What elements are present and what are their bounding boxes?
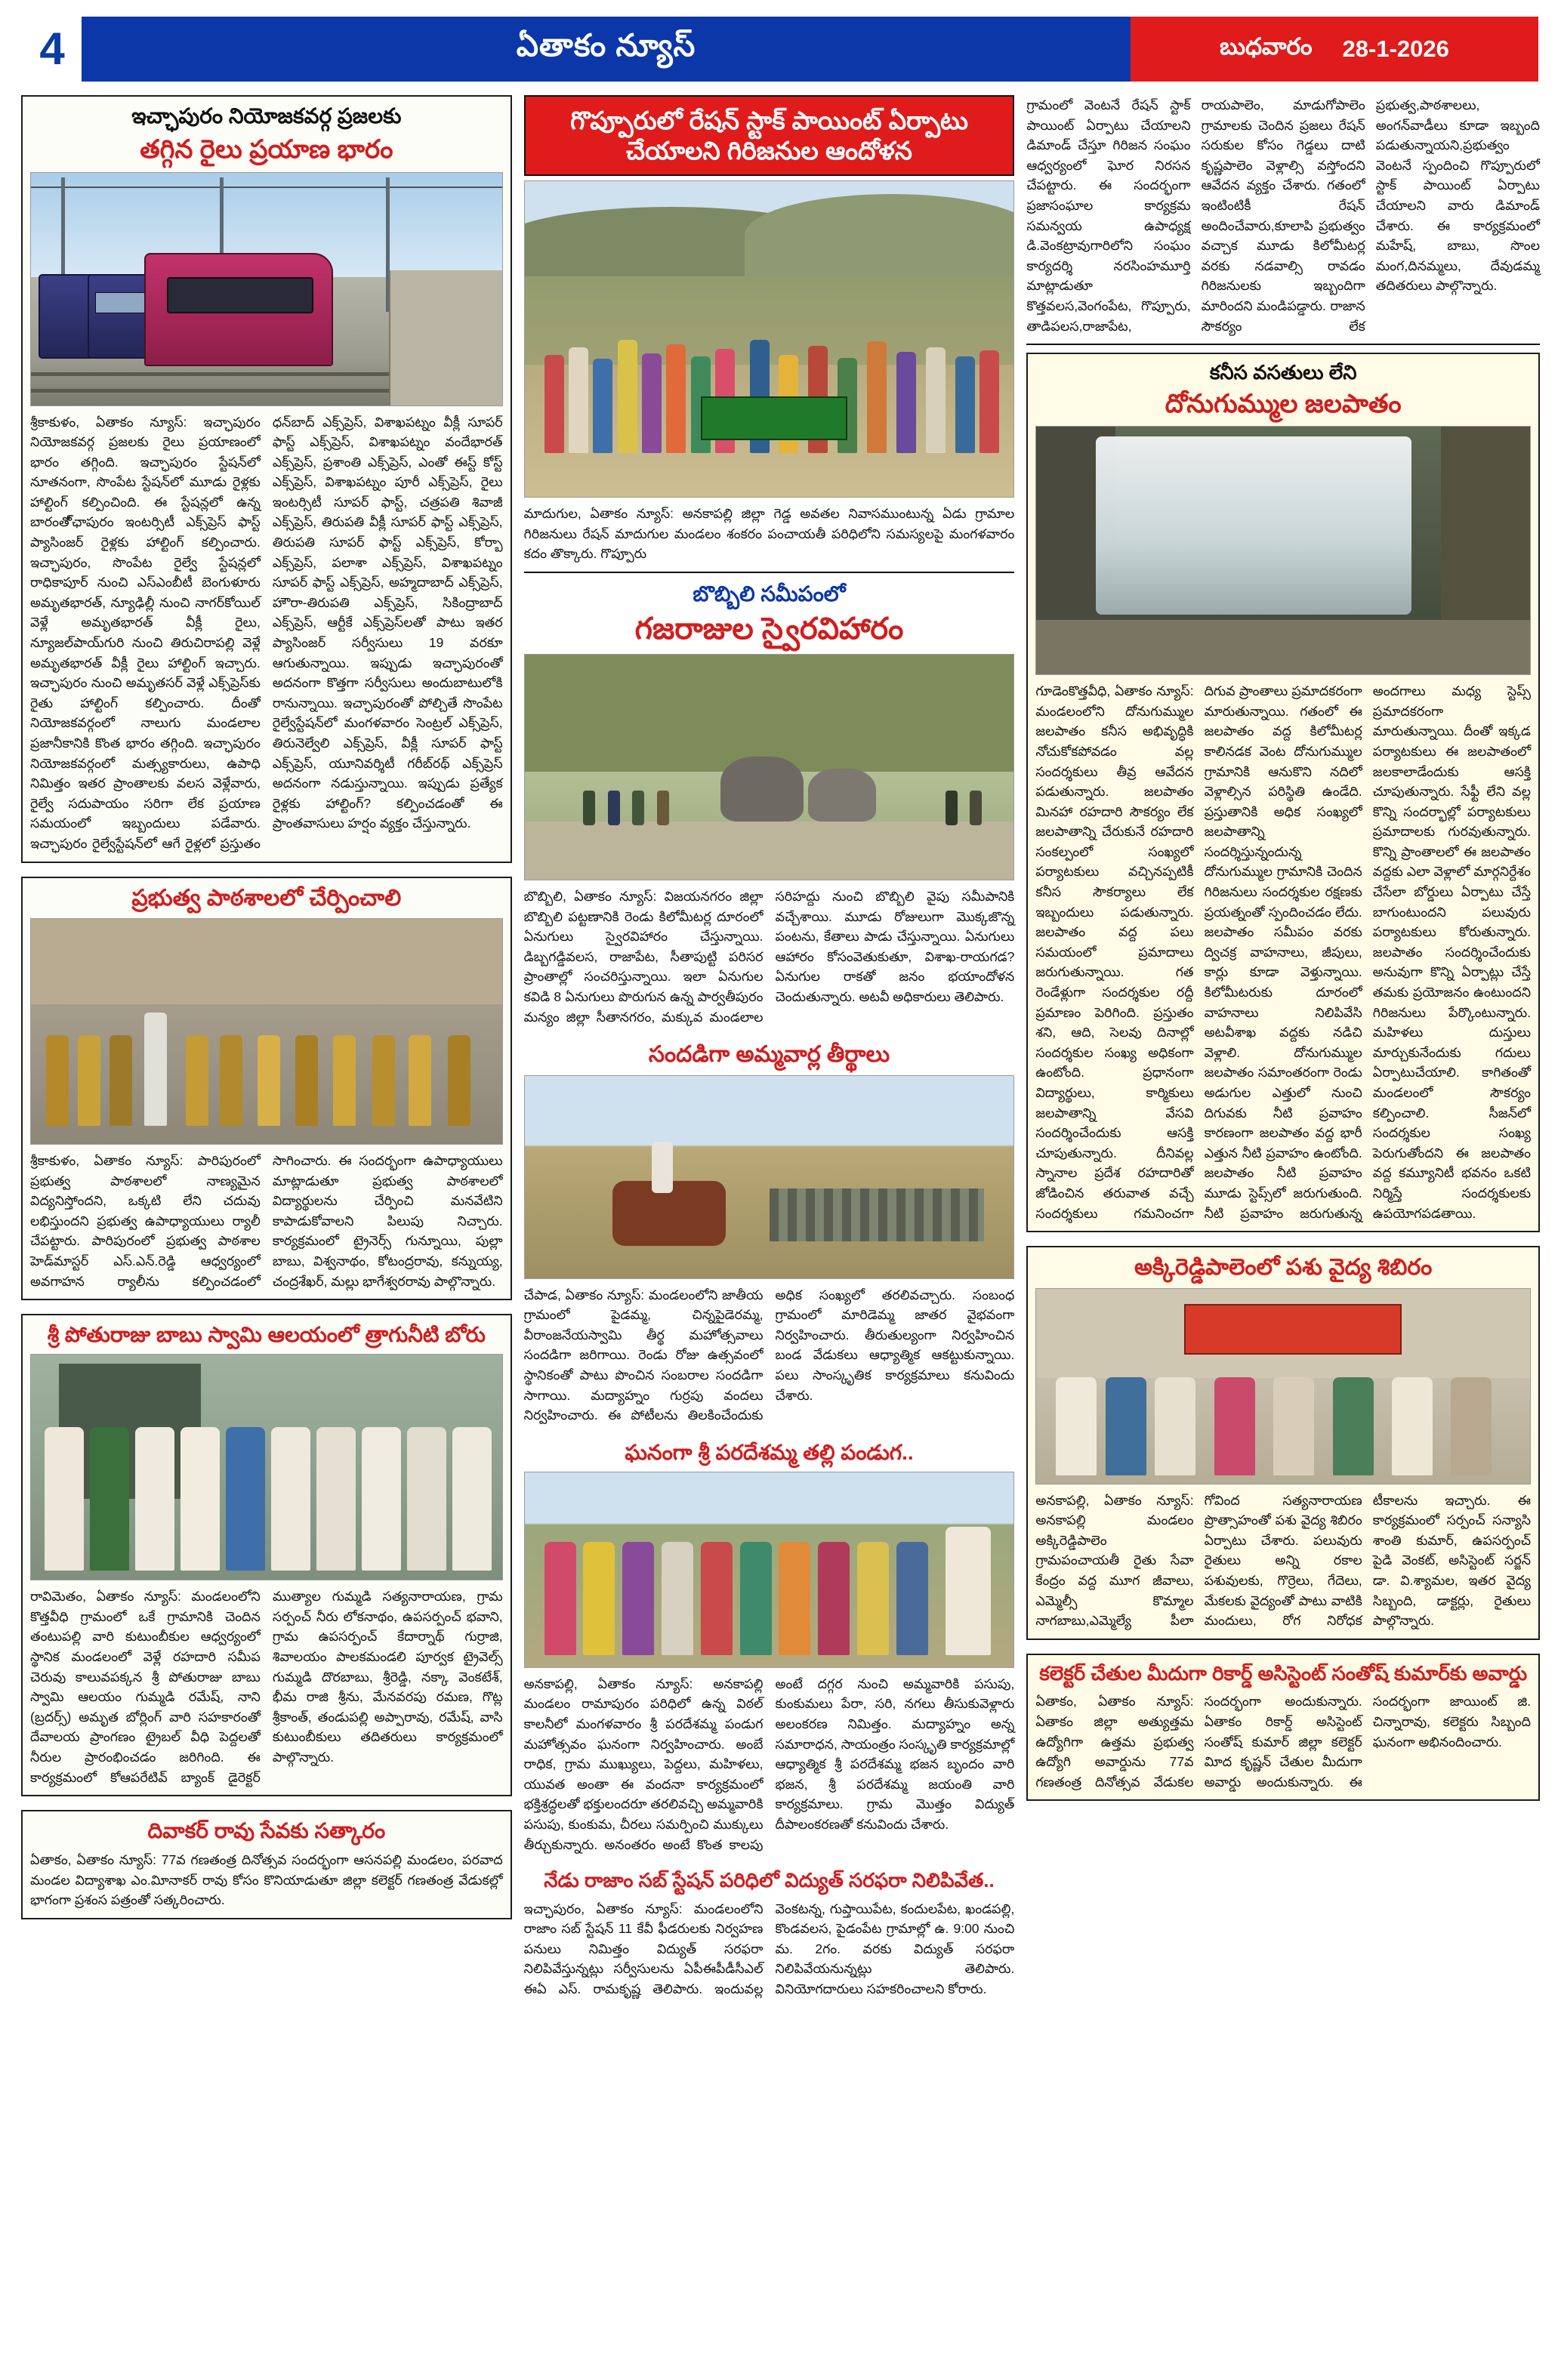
column-middle (524, 95, 1015, 2013)
story-festival-headline: ఘనంగా శ్రీ పరదేశమ్మ తల్లి పండుగ.. (625, 1440, 914, 1464)
masthead (23, 17, 1538, 82)
horse-race-photo (524, 1075, 1015, 1279)
waterfall-photo (1035, 426, 1531, 675)
story-collector-award-body: ఏతాకం, ఏతాకం న్యూస్: ఏతాకం జిల్లా అత్యుత్తమ ఉద్యోగిగా ఉత్తమ ప్రభుత్వ ఉద్యోగి అవార్డును 77వ గణతంత్ర దినోత్సవ వేడుకల సందర్భంగా అందుకున్నారు. ఏతాకం రికార్డ్ అసిస్టెంట్ సంతోష్ కుమార్ జిల్లా కలెక్టర్ విూద కృష్ణన్ చేతుల మీదుగా అవార్డు అందుకున్నారు. ఈ సందర్భంగా జాయింట్ జి. చిన్నారావు, కలెక్టరు సిబ్బంది ఘనంగా అభినందించారు. (1035, 1694, 1531, 1790)
story-temple-bore-headline: శ్రీ పోతురాజు బాబు స్వామి ఆలయంలో త్రాగునీటి బోరు (47, 1323, 486, 1347)
lead-continuation-body: గ్రామంలో వెంటనే రేషన్ స్టాక్ పాయింట్ ఏర్పాటు చేయాలని డిమాండ్ చేస్తూ గిరిజన సంఘం ఆధ్వర్యంలో ఘోర నిరసన చేపట్టారు. ఈ సందర్భంగా ప్రజాసంఘాల కార్యక్రమ సమన్వయ ఉపాధ్యక్ష డి.వెంకట్రావుగారిలోని సంఘం కార్యదర్శి నరసింహమూర్తి మాట్లాడుతూ కొత్తవలస,వెంగంపేట, గొప్పూరు, తాడిపలస,రాజాపేట, రాయపాలెం, మాడుగోపాలెం గ్రామాలకు చెందిన ప్రజలు రేషన్ సరుకుల కోసం గెడ్డలు దాటి కృష్ణపాలెం వెళ్లాల్సి వస్తోందని ఆవేదన వ్యక్తం చేశారు. గతంలో ఇంటింటికీ రేషన్ అందించేవారు,కూలాపి ప్రభుత్వం వచ్చాక మూడు కిలోమీటర్ల వరకు నడవాల్సి రావడం గిరిజనులకు ఇబ్బందిగా మారిందని మండిపడ్డారు. రాజాన సౌకర్యం లేక ప్రభుత్వ,పాఠశాలలు, అంగన్‌వాడీలు కూడా ఇబ్బంది పడుతున్నాయని,ప్రభుత్వం వెంటనే స్పందించి గొప్పూరులో స్టాక్ పాయింట్ ఏర్పాటు చేయాలని వారు డిమాండ్ చేశారు. ఈ కార్యక్రమంలో మహేష్, బాబు, సొంల మంగ,దినమ్మలు, దేవుడమ్మ తదితరులు పాల్గొన్నారు. (1026, 97, 1540, 334)
story-tirthalu (524, 1040, 1015, 1426)
story-honour-headline: దివాకర్ రావు సేవకు సత్కారం (147, 1819, 386, 1843)
story-substation-headline: నేడు రాజాం సబ్ స్టేషన్ పరిధిలో విద్యుత్ సరఫరా నిలిపివేత.. (544, 1869, 995, 1892)
date-label: 28-1-2026 (1342, 35, 1449, 62)
story-elephants (524, 581, 1015, 1027)
story-school-headline: ప్రభుత్వ పాఠశాలలో చేర్పించాలి (131, 885, 402, 911)
story-substation-body: ఇచ్ఛాపురం, ఏతాకం న్యూస్: మండలంలోని రాజాం సబ్ స్టేషన్ 11 కేవీ ఫీడరులకు నిర్వహణ పనులు నిమిత్తం విద్యుత్ సరఫరా నిలిపివేస్తున్నట్లు సర్వీసులను ఏపీఈపీడీసీఎల్ ఈఏ ఎస్. రామకృష్ణ తెలిపారు. ఇందువల్ల వెంకటన్న, గుప్తాయిపేట, కందులపేట, ఖండపల్లి, కొండవలస, పైడంపేట గ్రామాల్లో ఉ. 9:00 నుంచి మ. 2గం. వరకు విద్యుత్ సరఫరా నిలిపివేయనున్నట్లు తెలిపారు. వినియోగదారులు సహకరించాలని కోరారు. (523, 1901, 1015, 1996)
newspaper-title: ఏతాకం న్యూస్ (82, 17, 1131, 82)
story-elephants-kicker: బొబ్బిలి సమీపంలో (693, 581, 846, 606)
train-photo (30, 172, 503, 406)
divider (524, 572, 1015, 573)
story-school (21, 877, 512, 1301)
story-elephants-headline: గజరాజుల స్వైరవిహారం (634, 612, 904, 646)
story-train-kicker: ఇచ్ఛాపురం నియోజకవర్గ ప్రజలకు (131, 104, 402, 128)
story-school-body: శ్రీకాకుళం, ఏతాకం న్యూస్: పారిపురంలో ప్రభుత్వ పాఠశాలలో నాణ్యమైన విద్యనిస్తోందని, ఒక్కటి లేని చదువు లభిస్తుందని ప్రభుత్వ ఉపాధ్యాయులు ర్యాలీ చేపట్టారు. పారిపురంలో ప్రభుత్వ పాఠశాల హెడ్‌మాస్టర్ ఎస్.ఎన్.రెడ్డి ఆధ్వర్యంలో అవగాహన ర్యాలీను కల్పించడంలో సాగించారు. ఈ సందర్భంగా ఉపాధ్యాయులు మాట్లాడుతూ ప్రభుత్వ పాఠశాలలో విద్యార్థులను చేర్పించి మనవేటిని కాపాడుకోవాలని పిలుపు నిచ్చారు. కార్యక్రమంలో ట్రైనెర్స్ గున్నూయి, పుల్లా బాబు, విశ్వనాథం, కోటంద్రరావు, కన్నుయ్య, చంద్రశేఖర్, మల్లు భాగేశ్వరరావు పాల్గొన్నారు. (30, 1153, 503, 1289)
group-photo (30, 1354, 503, 1580)
story-collector-award-headline: కలెక్టర్ చేతుల మీదుగా రికార్డ్ అసిస్టెంట్ సంతోష్ కుమార్‌కు అవార్డు (1039, 1661, 1528, 1685)
story-honour-body: ఏతాకం, ఏతాకం న్యూస్: 77వ గణతంత్ర దినోత్సవ సందర్భంగా ఆసనపల్లి మండలం, పరవాద మండల విద్యాశాఖ ఎం.విూనాకర్ రావు కోసం కొనియాడుతూ జిల్లా కలెక్టర్ గణతంత్ర వేడుకల్లో భాగంగా ప్రశంస పత్రంతో సత్కరించారు. (30, 1852, 503, 1908)
school-rally-photo (30, 918, 503, 1145)
story-tirthalu-body: చేపాడ, ఏతాకం న్యూస్: మండలంలోని జాతీయ గ్రామంలో పైడమ్మ, చిన్నపైడెరమ్మ, వీరాంజనేయస్వామి తీర్థ మహోత్సవాలు సందడిగా జరిగాయి. రెండు రోజు ఉత్సవంలో స్థానికంతో పాటు పొంచిన సంబరాల సందడిగా సాగాయి. మద్యాహ్నం గుర్రపు వందలు నిర్వహించారు. ఈ పోటీలను తిలకించేందుకు అధిక సంఖ్యలో తరలివచ్చారు. సంబంధ గ్రామంలో మారిడెమ్మ జాతర వైభవంగా నిర్వహించారు. తీరుతుల్యంగా నిర్వహించిన బండ వేడుకలు ఆధ్యాత్మిక ఆకట్టుకున్నాయి. పలు సాంస్కృతిక కార్యక్రమాలు కనువిందు చేశారు. (523, 1287, 1015, 1423)
story-train-headline: తగ్గిన రైలు ప్రయాణ భారం (140, 135, 393, 164)
elephants-photo (524, 654, 1015, 880)
lead-banner-headline: గొప్పూరులో రేషన్ స్టాక్ పాయింట్ ఏర్పాటు చేయాలని గిరిజనుల ఆందోళన (524, 95, 1015, 176)
date-block (1131, 17, 1538, 82)
weekday-label: బుధవారం (1220, 32, 1313, 60)
story-vet-camp (1026, 1246, 1540, 1640)
lead-photo-caption: మాదుగుల, ఏతాకం న్యూస్: అనకాపల్లి జిల్లా గెడ్డ అవతల నివాసముంటున్న ఏడు గ్రామాల గిరిజనులు రేషన్ మాదుగుల మండలం శంకరం పంచాయతీ పరిధిలోని సమస్యలపై మంగళవారం కదం తొక్కారు. గొప్పూరు (523, 506, 1015, 562)
page-body (21, 95, 1540, 2013)
story-waterfall (1026, 353, 1540, 1232)
story-elephants-body: బొబ్బిలి, ఏతాకం న్యూస్: విజయనగరం జిల్లా బొబ్బిలి పట్టణానికి రెండు కిలోమీటర్ల దూరంలో ఏనుగులు స్వైరవిహారం చేస్తున్నాయి. డిబ్బగడ్డివలస, రాజాపేట, సీతాపుట్టి పరిసర ప్రాంతాల్లో సంచరిస్తున్నాయి. ఇలా ఏనుగుల కవిడి 8 ఏనుగులు పొరుగున ఉన్న పార్వతీపురం మన్యం జిల్లా సీతానగరం, మక్కువ మండలాల సరిహద్దు నుంచి బొబ్బిలి వైపు సమీపానికి వచ్చేశాయి. మూడు రోజులుగా మొక్కజొన్న పంటను, కేతాలు పాడు చేస్తున్నాయి. ఏనుగులు ఆహారం కోసంవెతుకుతూ, విశాఖ-రాయగడ? ఏనుగుల రాకతో జనం భయాందోళన చెందుతున్నారు. అటవీ అధికారులు తెలిపారు. (523, 888, 1015, 1025)
story-festival (524, 1439, 1015, 1854)
procession-photo (524, 1472, 1015, 1668)
story-vet-camp-headline: అక్కిరెడ్డిపాలెంలో పశు వైద్య శిబిరం (1134, 1255, 1433, 1281)
story-train-body: శ్రీకాకుళం, ఏతాకం న్యూస్: ఇచ్ఛాపురం నియోజకవర్గ ప్రజలకు రైలు ప్రయాణంలో భారం తగ్గింది. ఇచ్ఛాపురం స్టేషన్‌లో నూతనంగా, సొంపేట స్టేషన్‌లో మూడు రైళ్లకు హాల్టింగ్ కల్పించింది. ఈ స్టేషన్లలో ఉన్న బారంతో్ఛాపురం ఇంటర్సిటీ ఎక్స్‌ప్రెస్ ఫాస్ట్ ప్యాసింజర్ రైళ్లకు హాల్టింగ్ కల్పించారు. ఇచ్ఛాపురం, సొంపేట రైల్వే స్టేషన్లలో రాధికాపూర్ నుంచి ఎస్ఎంబీటీ బెంగుళూరు అమృతభారత్, న్యూఢిల్లీ నుంచి నాగర్‌కోయిల్ వెళ్లే అమృతభారత్ వీక్లీ రైలు, న్యూజల్‌పాయ్‌గురి నుంచి తిరుచిరాపల్లి వెళ్లే అమృతభారత్ వీక్లీ రైలు హాల్టింగ్ ఇచ్చారు. ఇచ్ఛాపురం నుంచి అమృతసర్ వెళ్లే ఎక్స్‌ప్రెస్‌కు రైతు హాల్టింగ్ కల్పించారు. దీంతో నియోజకవర్గంలో నాలుగు మండలాల ప్రజానీకానికి కొంత భారం తగ్గింది. ఇచ్ఛాపురం నియోజకవర్గంలో మత్స్యకారులు, ఉపాధి నిమిత్తం ఇతర ప్రాంతాలకు వలస వెళ్లేవారు, రైల్వే సదుపాయం సరిగా లేక ప్రయాణ సమయంలో ఇబ్బందులు పడేవారు. ఇచ్ఛాపురం రైల్వేస్టేషన్‌లో ఆగే రైళ్లలో ప్రస్తుతం ధన్‌బాద్ ఎక్స్‌ప్రెస్, విశాఖపట్నం వీక్లీ సూపర్ ఫాస్ట్ ఎక్స్‌ప్రెస్, విశాఖపట్నం వందేభారత్ ఎక్స్‌ప్రెస్, ప్రశాంతి ఎక్స్‌ప్రెస్, ఎంతో ఈస్ట్ కోస్ట్ ఎక్స్‌ప్రెస్, విశాఖపట్నం పూరీ ఎక్స్‌ప్రెస్, రైలు ఇంటర్సిటీ సూపర్ ఫాస్ట్, చత్రపతి శివాజీ ఎక్స్‌ప్రెస్, తిరుపతి వీక్లీ సూపర్ ఫాస్ట్ ఎక్స్‌ప్రెస్, తిరుపతి సూపర్ ఫాస్ట్ ఎక్స్‌ప్రెస్, కోర్బా ఎక్స్‌ప్రెస్, పలాశా ఎక్స్‌ప్రెస్, విశాఖపట్నం సూపర్ ఫాస్ట్ ఎక్స్‌ప్రెస్, అహ్మదాబాద్ ఎక్స్‌ప్రెస్, హౌరా-తిరుపతి ఎక్స్‌ప్రెస్, సికింద్రాబాద్ ఎక్స్‌ప్రెస్, ఆర్టీకే ఎక్స్‌ప్రెస్‌లతో పాటు ఇతర ప్యాసింజర్ సర్వీసులు 19 వరకూ ఆగుతున్నాయి. ఇప్పుడు ఇచ్ఛాపురంతో అదనంగా కొత్తగా సర్వీసులు అందుబాటులోకి రానున్నాయి. ఇచ్ఛాపురంతో పోల్చితే సొంపేట రైల్వేస్టేషన్‌లో మంగళవారం సెంట్రల్ ఎక్స్‌ప్రెస్, తిరునెల్వేలి ఎక్స్‌ప్రెస్, వీక్లీ సూపర్ ఫాస్ట్ ఎక్స్‌ప్రెస్, యూనివర్శిటీ గరీబ్‌రథ్ ఎక్స్‌ప్రెస్ అదనంగా నడుస్తున్నాయి. ఇప్పుడు ప్రత్యేక రైళ్లకు హాల్టింగ్? కల్పించడంతో ఈ ప్రాంతవాసులు హర్షం వ్యక్తం చేస్తున్నారు. (30, 414, 503, 851)
divider-right (1026, 344, 1540, 345)
story-honour (21, 1810, 512, 1919)
story-temple-bore-body: రావిమెతం, ఏతాకం న్యూస్: మండలంలోని కొత్తవీధి గ్రామంలో ఒకే గ్రామానికి చెందిన తంటుపల్లి వారి కుటుంబీకుల ఆధ్వర్యంలో స్థానిక మండలంలో వెళ్లే రహదారి సమీప చెరువు కాలువపక్కన శ్రీ పోతురాజు బాబు స్వామి ఆలయం గుమ్మడి రమేష్, నాని (బ్రదర్స్) అమృత బోర్లింగ్ వారి సహకారంతో దేవాలయ ప్రాంగణం ట్రైబల్ వీధి పెద్దలతో నీరుల ప్రారంభించడం జరిగింది. ఈ కార్యక్రమంలో కోఆపరేటివ్ బ్యాంక్ డైరెక్టర్ ముత్యాల గుమ్మడి సత్యనారాయణ, గ్రామ సర్పంచ్ నీరు లోకనాథం, ఉపసర్పంచ్ భవాని, గ్రామ ఉపసర్పంచ్ కేదార్నాథ్ గుర్రాజి, శివాలయం పాలకమండలి పూర్వక ట్రైవెల్స్ గుమ్మడి దొరబాబు, శ్రీరెడ్డి, నక్కా వెంకటేశ్, భీమ రాజి శ్రీను, మేనవరపు రమణ, గొట్ల శ్రీకాంత్, తండుపల్లి అప్పారావు, రమేష్, వాసి కుటుంబీకులు తదితరులు కార్యక్రమంలో పాల్గొన్నారు. (30, 1589, 503, 1785)
story-waterfall-body: గూడెంకొత్తవీధి, ఏతాకం న్యూస్: మండలంలోని దోనుగుమ్ముల జలపాతం కనీస అభివృద్ధికి నోచుకోకపోవడం వల్ల సందర్శకులు తీవ్ర ఆవేదన పడుతున్నారు. జలపాతం మినహా రహదారి సౌకర్యం లేక జలపాతాన్ని చేరుకునే రహదారి సంకల్పంలో సంఖ్యలో పర్యాటకులు వచ్చినప్పటికీ కనీస సౌకర్యాలు లేక ఇబ్బందులు పడుతున్నారు. జలపాతం వద్ద పలు సమయంలో ప్రమాదాలు జరుగుతున్నాయి. గత రెండేళ్లుగా సందర్శకుల రద్దీ ప్రమాణం పెరిగింది. ప్రస్తుతం శని, ఆది, సెలవు దినాల్లో సందర్శకుల సంఖ్య అధికంగా ఉంటోంది. ప్రధానంగా విద్యార్థులు, కార్మికులు జలపాతాన్ని వేసవి సందర్శించేందుకు ఆసక్తి చూపుతున్నారు. దీనివల్ల స్నానాల ప్రదేశ రహదారితో జోడించిన తరువాత వచ్చే సందర్శకులు గమనించగా దిగువ ప్రాంతాలు ప్రమాదకరంగా మారుతున్నాయి. గతంలో ఈ జలపాతం వద్ద కిలోమీటర్ల కాలినడక వెంట దోనుగుమ్ముల గ్రామానికి ఆనుకొని నదిలో వెళ్లాల్సిన పరిస్థితి ఉండేది. ప్రస్తుతానికి అధిక సంఖ్యలో జలపాతాన్ని సందర్శిస్తున్నందున్న దోనుగుమ్ముల గ్రామానికి చెందిన గిరిజనులు సందర్శకుల రక్షణకు ప్రయత్నంతో స్పందించడం లేదు. జలపాతం సమీపం వరకు ద్విచక్ర వాహనాలు, జీపులు, కార్లు కూడా వెళ్తున్నాయి. కిలోమీటరుకు దూరంలో వాహనాలు నిలిపివేసి అటవీశాఖ వద్దకు నడిచి వెళ్లాలి. దోనుగుమ్ముల జలపాతం సమాంతరంగా రెండు అడుగుల ఎత్తులో నుంచి దిగువకు నీటి ప్రవాహం కారణంగా జలపాతం వద్ద భారీ ఎత్తున నీటి ప్రవాహం ఉంటోంది. జలపాతం నీటి ప్రవాహం మూడు స్టెప్స్‌లో జరుగుతుంది. నీటి ప్రవాహం జరుగుతున్న అందగాలు మధ్య స్టెప్స్ ప్రమాదకరంగా మారుతున్నాయి. దీంతో ఇక్కడ పర్యాటకులు ఈ జలపాతంలో జలకాలాడేందుకు ఆసక్తి చూపుతున్నారు. సేఫ్టీ లేని వల్ల కొన్ని సందర్భాల్లో పర్యాటకులు ప్రమాదాలకు గురవుతున్నారు. కొన్ని ప్రాంతాలలో ఈ జలపాతం వద్దకు ఎలా వెళ్లాలో మార్గనిర్దేశం చేసేలా బోర్డులు ఏర్పాటు చేస్తే బాగుంటుందని పలువురు పర్యాటకులు కోరుతున్నారు. జలపాతం సందర్శించేందుకు అనువుగా కొన్ని ఏర్పాట్లు చేస్తే తమకు ప్రయోజనం ఉంటుందని గిరిజనులు పేర్కొంటున్నారు. మహిళలు దుస్తులు మార్చుకునేందుకు గదులు ఏర్పాటుచేయాలి. కాగితంతో మండలంలో సౌకర్యం కల్పించాలి. సీజన్‌లో సందర్శకుల సంఖ్య పెరుగుతోందని ఈ జలపాతం వద్ద కమ్యూనిటీ భవనం ఒకటి నిర్మిస్తే సందర్శకులకు ఉపయోగపడతాయి. (1035, 683, 1531, 1221)
story-collector-award (1026, 1654, 1540, 1801)
protest-crowd-photo (524, 180, 1015, 498)
vet-camp-photo (1035, 1288, 1531, 1484)
story-waterfall-headline: దోనుగుమ్ముల జలపాతం (1165, 389, 1402, 418)
story-substation (524, 1868, 1015, 1999)
story-vet-camp-body: అనకాపల్లి, ఏతాకం న్యూస్: అనకాపల్లి మండలం అక్కిరెడ్డిపాలెం గ్రామపంచాయతీ రైతు సేవా కేంద్రం వద్ద మూగ జీవాలు, ఎమ్మెల్సీ కొమ్మాల నాగబాబు,ఎమ్మెల్యే పీలా గోవింద సత్యనారాయణ ప్రొత్సాహంతో పశు వైద్య శిబిరం ఏర్పాటు చేశారు. పలువురు రైతులు అన్ని రకాల పశువులకు, గొర్రెలు, గేదెలు, మేకలకు వైద్యంతో పాటు వాటికి మందులు, రోగ నిరోధక టీకాలను ఇచ్చారు. ఈ కార్యక్రమంలో సర్పంచ్ సన్యాసి శాంతి కుమార్, ఉపసర్పంచ్ పైడి వెంకట్, అసిస్టెంట్ సర్జన్ డా. వి.శ్యామల, ఇతర వైద్య సిబ్బంది, డాక్టర్లు, రైతులు పాల్గొన్నారు. (1035, 1492, 1531, 1629)
story-waterfall-kicker: కనీస వసతులు లేని (1209, 361, 1357, 384)
story-tirthalu-headline: సందడిగా అమ్మవార్ల తీర్థాలు (648, 1042, 890, 1068)
story-temple-bore (21, 1314, 512, 1796)
page-number: 4 (23, 17, 82, 82)
story-train (21, 95, 512, 863)
column-right (1026, 95, 1540, 2013)
newspaper-page (0, 17, 1561, 2380)
column-left (21, 95, 512, 2013)
story-festival-body: అనకాపల్లి, ఏతాకం న్యూస్: అనకాపల్లి మండలం రామాపురం పరిధిలో ఉన్న విఠల్ కాలనీలో మంగళవారం శ్రీ పరదేశమ్మ పండుగ మహోత్సవం ఘనంగా నిర్వహించారు. అంబే రాధిక, గ్రామ ముఖ్యులు, పెద్దలు, మహిళలు, యువత అంతా ఈ వందనా కార్యక్రమంలో భక్తిశ్రద్ధలతో భక్తులందరూ తరలివచ్చి అమ్మవారికి పసుపు, కుంకుమ, చీరలు సమర్పించి ముక్కులు తీర్చుకున్నారు. అనంతరం అంటే కొంత కాలపు అంటే దగ్గర నుంచి అమ్మవారికి పసుపు, కుంకుమలు పేరా, సరి, నగలు తీసుకువెళ్లారు అలంకరణ నిమిత్తం. మద్యాహ్నం అన్న సమారాధన, సాయంత్రం సంస్కృతి కార్యక్రమాల్లో ఆధ్యాత్మిక శ్రీ పరదేశమ్మ భజన బృందం వారి భజన, శ్రీ పరదేశమ్మ జయంతి వారి కార్యక్రమాలు. గ్రామ మొత్తం విద్యుత్ దీపాలంకరణతో కనువిందు చేశారు. (523, 1676, 1015, 1852)
